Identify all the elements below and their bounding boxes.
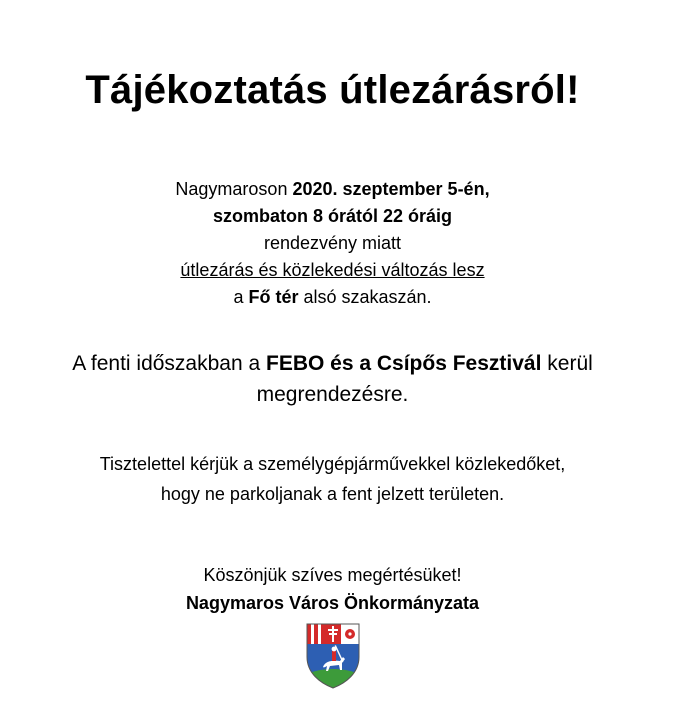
notice-place: Fő tér	[248, 287, 299, 307]
coat-of-arms-icon	[306, 623, 360, 689]
notice-date: 2020. szeptember 5-én,	[292, 179, 490, 199]
notice-change: útlezárás és közlekedési változás lesz	[180, 260, 485, 280]
notice-reason: rendezvény miatt	[263, 233, 402, 253]
event-line-1	[0, 348, 665, 379]
notice-change-wrap	[0, 257, 665, 284]
event-suffix: kerül	[541, 352, 593, 375]
page-title: Tájékoztatás útlezárásról!	[85, 68, 580, 112]
event-names: FEBO és a Csípős Fesztivál	[266, 352, 542, 375]
closure-notice	[0, 176, 665, 311]
closing-signature: Nagymaros Város Önkormányzata	[185, 593, 480, 613]
request-line-1: Tisztelettel kérjük a személygépjárművekkel közlekedőket,	[99, 454, 566, 474]
notice-line-date	[0, 176, 665, 203]
parking-request	[0, 449, 665, 509]
notice-prefix: Nagymaroson	[175, 179, 293, 199]
request-line-2: hogy ne parkoljanak a fent jelzett területen.	[160, 484, 505, 504]
event-line-2: megrendezésre.	[256, 383, 409, 406]
notice-location-prefix: a	[233, 287, 249, 307]
notice-location	[0, 284, 665, 311]
closing	[0, 561, 665, 617]
event-info	[0, 348, 665, 410]
closing-thanks: Köszönjük szíves megértésüket!	[203, 565, 462, 585]
notice-location-suffix: alsó szakaszán.	[298, 287, 432, 307]
event-prefix: A fenti időszakban a	[72, 352, 266, 375]
notice-time: szombaton 8 órától 22 óráig	[212, 206, 453, 226]
